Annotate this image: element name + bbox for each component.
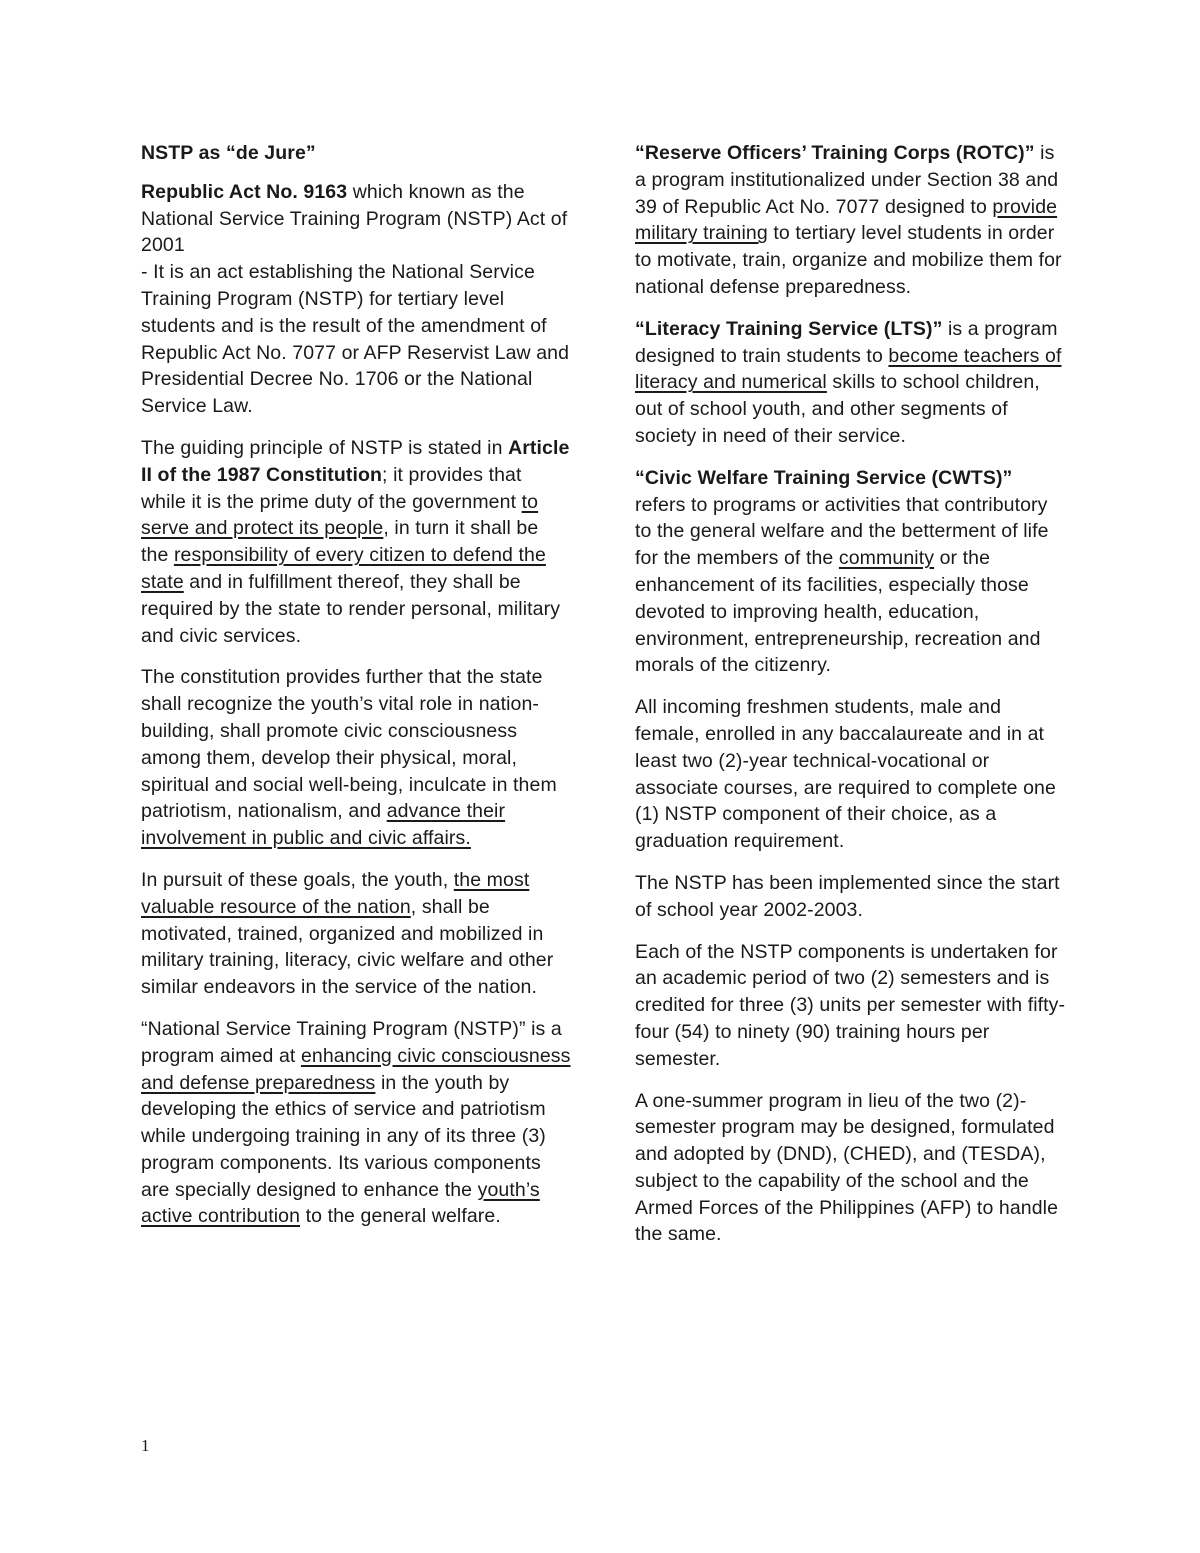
underlined-phrase: to serve and protect its people bbox=[141, 490, 539, 540]
rotc-label: “Reserve Officers’ Training Corps (ROTC)” bbox=[635, 142, 1035, 164]
underlined-phrase: provide military training bbox=[635, 195, 1058, 245]
underlined-phrase: community bbox=[838, 547, 935, 570]
underlined-phrase: advance their involvement in public and civic affairs. bbox=[141, 800, 506, 850]
summer-program-paragraph: A one-summer program in lieu of the two (2)-semester program may be designed, formulated and adopted by (DND), (CHED), and (TESDA), subject to the capability of the school and the Armed Forces of the Philippines (AFP) to handle the same. bbox=[635, 1089, 1059, 1246]
nstp-definition-paragraph bbox=[141, 1016, 571, 1230]
guiding-principle-paragraph bbox=[141, 435, 571, 649]
cwts-label: “Civic Welfare Training Service (CWTS)” bbox=[635, 466, 1013, 489]
page-number: 1 bbox=[141, 1436, 150, 1455]
left-column bbox=[141, 140, 571, 1245]
paragraph-text: is a program institutionalized under Section 38 and 39 of Republic Act No. 7077 designed to bbox=[635, 142, 1059, 218]
implementation-paragraph: The NSTP has been implemented since the start of school year 2002-2003. bbox=[635, 871, 1060, 921]
paragraph-text: ; it provides that while it is the prime duty of the government bbox=[141, 463, 522, 513]
components-credit-paragraph: Each of the NSTP components is undertaken for an academic period of two (2) semesters and is credited for three (3) units per semester with fifty-four (54) to ninety (90) training hours per semester. bbox=[635, 940, 1066, 1070]
underlined-phrase: become teachers of literacy and numerical bbox=[635, 344, 1062, 394]
page-heading bbox=[141, 140, 571, 167]
cwts-paragraph bbox=[635, 465, 1067, 679]
constitution-reference: Article II of the 1987 Constitution bbox=[141, 436, 570, 486]
paragraph-text: is a program designed to train students to bbox=[635, 317, 1058, 367]
ra-9163-paragraph bbox=[141, 179, 571, 420]
underlined-phrase: youth’s active contribution bbox=[141, 1178, 540, 1228]
paragraph-text: The guiding principle of NSTP is stated in bbox=[141, 436, 509, 459]
heading-text: NSTP as “de Jure” bbox=[141, 142, 316, 164]
ra-9163-text: which known as the National Service Training Program (NSTP) Act of 2001 bbox=[141, 180, 568, 257]
underlined-phrase: the most valuable resource of the nation bbox=[141, 868, 530, 918]
paragraph-text: in the youth by developing the ethics of service and patriotism while undergoing training in any of its three (3) program components. Its various components are specially designed to enhance the bbox=[141, 1071, 546, 1201]
paragraph-text: , in turn it shall be the bbox=[141, 517, 539, 567]
freshmen-requirement-paragraph: All incoming freshmen students, male and female, enrolled in any baccalaureate and in at least two (2)-year technical-vocational or associate courses, are required to complete one (1) NSTP component of their choice, as a graduation requirement. bbox=[635, 696, 1056, 853]
lts-label: “Literacy Training Service (LTS)” bbox=[635, 317, 943, 340]
ra-9163-label: Republic Act No. 9163 bbox=[141, 180, 348, 203]
paragraph-text: or the enhancement of its facilities, especially those devoted to improving health, education, environment, entrepreneurship, recreation and morals of the citizenry. bbox=[635, 547, 1041, 677]
paragraph-text: skills to school children, out of school youth, and other segments of society in need of their service. bbox=[635, 371, 1040, 447]
paragraph-text: “National Service Training Program (NSTP)” is a program aimed at bbox=[141, 1017, 562, 1067]
underlined-phrase: responsibility of every citizen to defend the state bbox=[141, 544, 546, 593]
constitution-paragraph bbox=[141, 664, 571, 852]
rotc-paragraph bbox=[635, 140, 1067, 301]
right-column bbox=[635, 140, 1067, 1263]
paragraph-text: In pursuit of these goals, the youth, bbox=[141, 868, 454, 891]
ra-9163-description: - It is an act establishing the National Service Training Program (NSTP) for tertiary level students and is the result of the amendment of Republic Act No. 7077 or AFP Reservist Law and Presidential Decree No. 1706 or the National Service Law. bbox=[141, 261, 570, 418]
paragraph-text: The constitution provides further that the state shall recognize the youth’s vital role in nation-building, shall promote civic consciousness among them, develop their physical, moral, spiritual and social well-being, inculcate in them patriotism, nationalism, and bbox=[141, 666, 557, 823]
paragraph-text: to the general welfare. bbox=[300, 1205, 501, 1228]
youth-goals-paragraph bbox=[141, 867, 571, 1001]
paragraph-text: , shall be motivated, trained, organized and mobilized in military training, literacy, civic welfare and other similar endeavors in the service of the nation. bbox=[141, 895, 554, 999]
underlined-phrase: enhancing civic consciousness and defense preparedness bbox=[141, 1044, 571, 1094]
paragraph-text: and in fulfillment thereof, they shall be required by the state to render personal, military and civic services. bbox=[141, 570, 561, 647]
paragraph-text: refers to programs or activities that contributory to the general welfare and the betterment of life for the members of the bbox=[635, 493, 1049, 570]
lts-paragraph bbox=[635, 316, 1067, 450]
paragraph-text: to tertiary level students in order to motivate, train, organize and mobilize them for national defense preparedness. bbox=[635, 222, 1062, 298]
